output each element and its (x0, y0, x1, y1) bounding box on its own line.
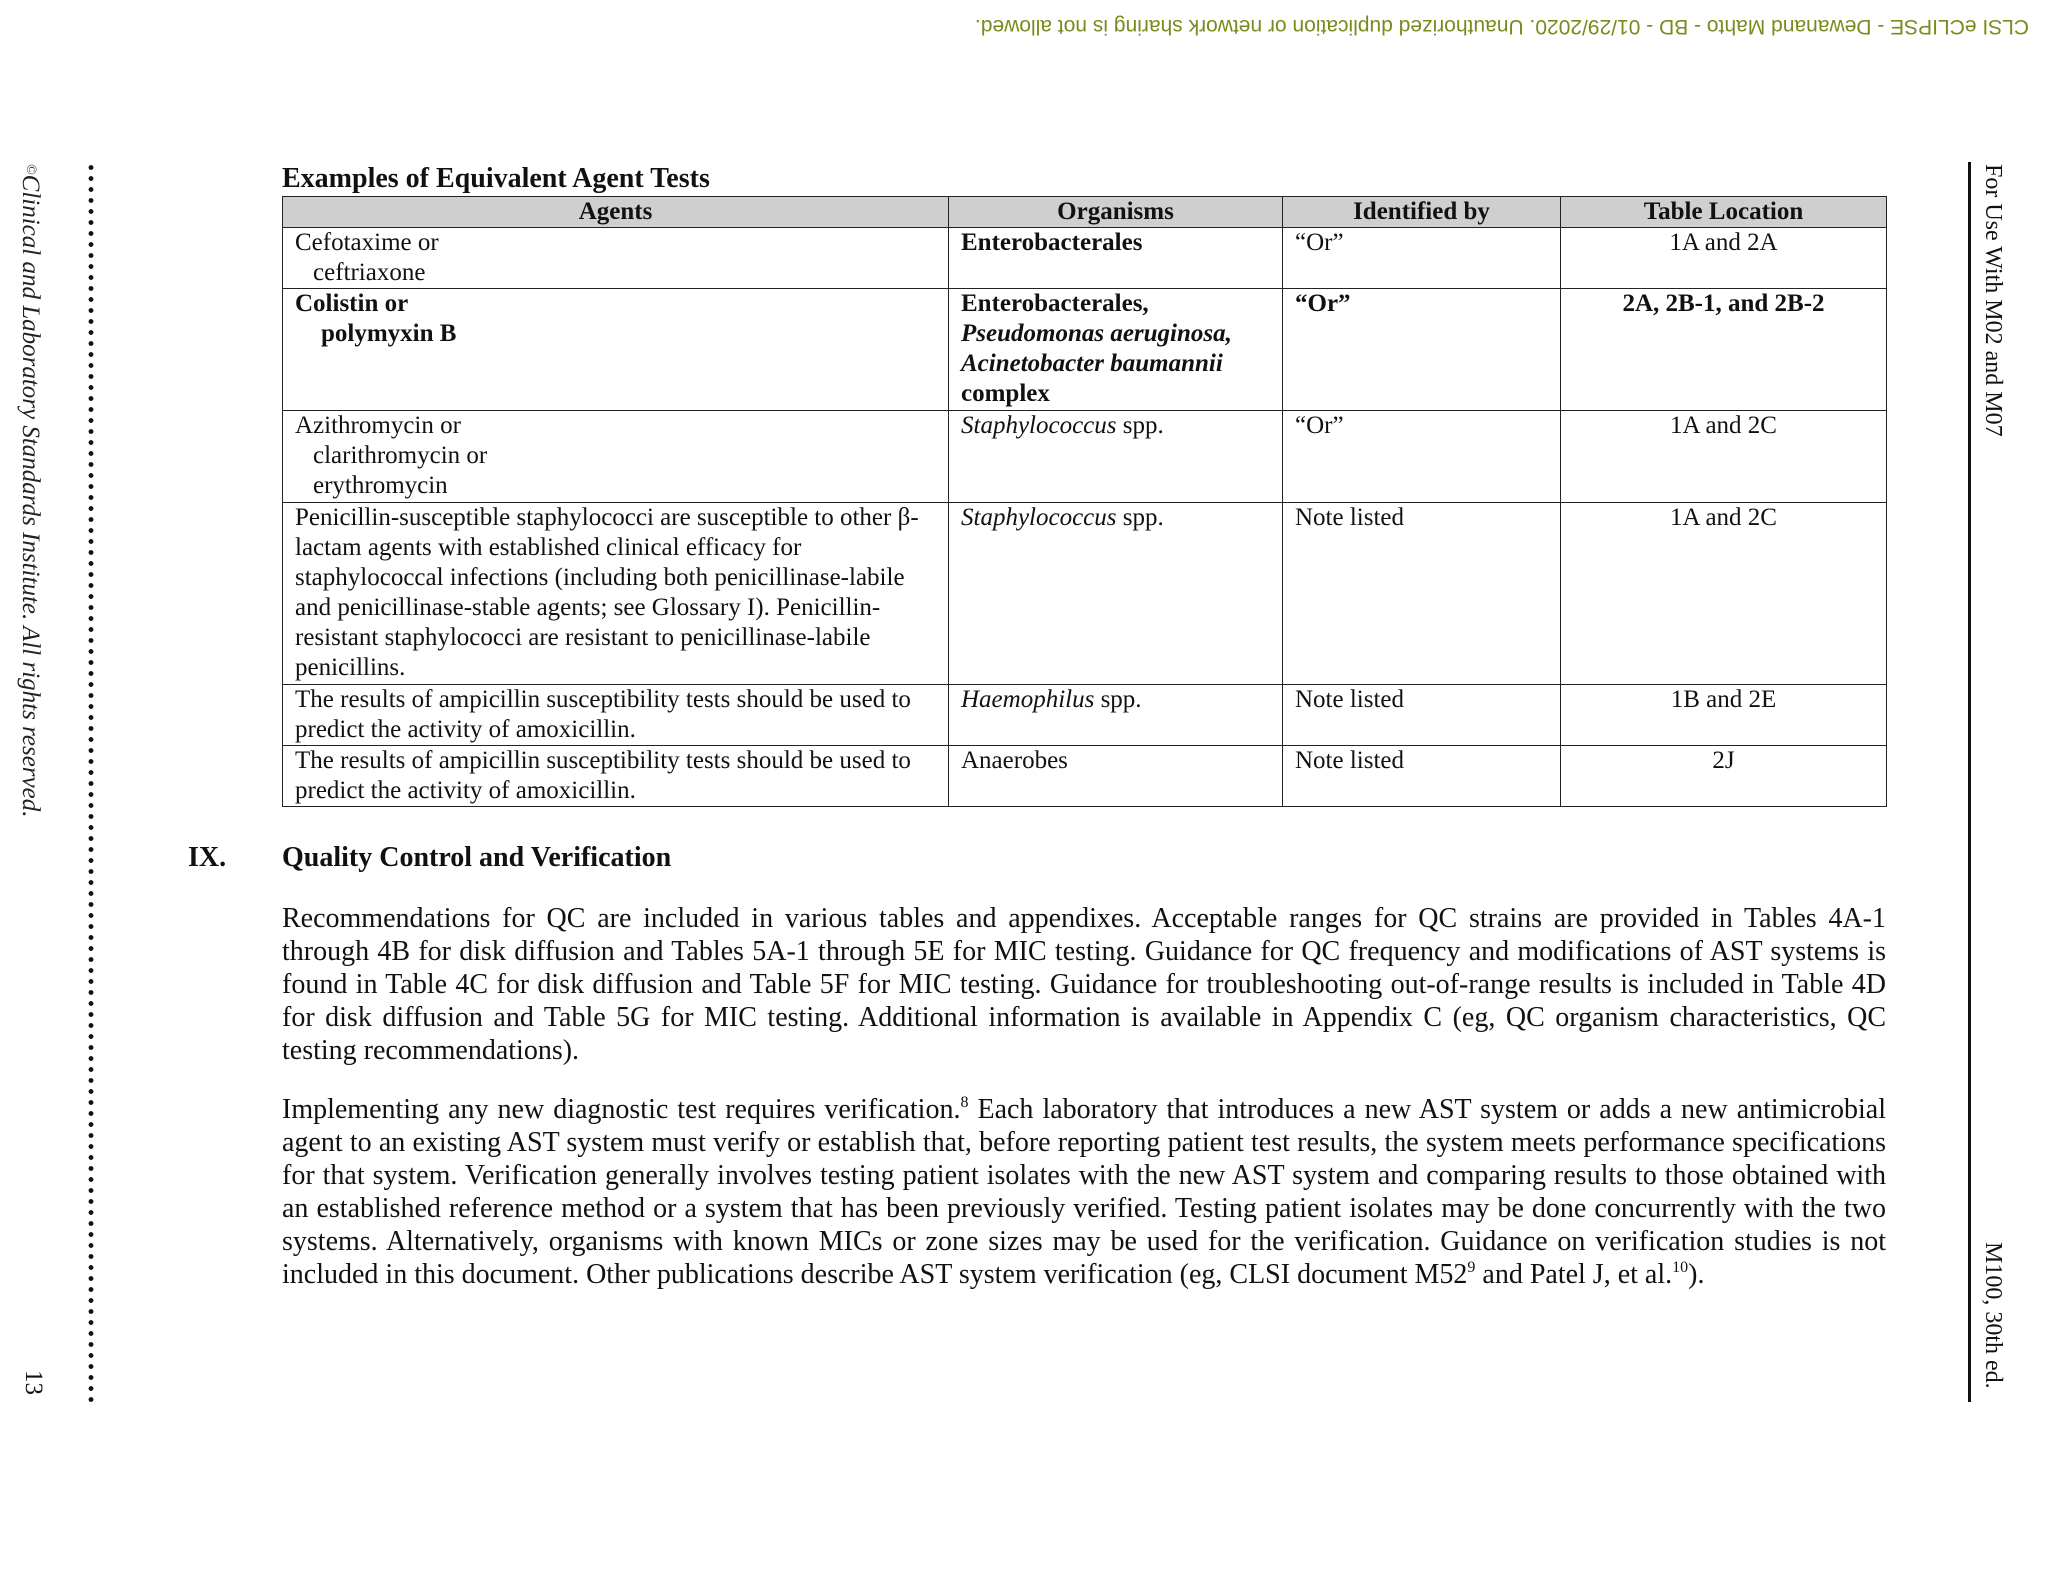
organism-suffix: spp. (1116, 504, 1164, 531)
identified-by-cell: “Or” (1283, 289, 1561, 411)
agents-cell (283, 289, 949, 411)
organism-line: Acinetobacter baumannii (961, 350, 1223, 377)
verification-paragraph (282, 1093, 1886, 1291)
table-title: Examples of Equivalent Agent Tests (282, 163, 710, 194)
agent-line: erythromycin (313, 472, 448, 499)
copyright-credit-text: Clinical and Laboratory Standards Institute. All rights reserved. (17, 174, 44, 818)
verification-text: Implementing any new diagnostic test requires verification. (282, 1094, 961, 1125)
table-row (283, 289, 1887, 411)
identified-by-cell: Note listed (1283, 685, 1561, 746)
table-row (283, 228, 1887, 289)
qc-paragraph: Recommendations for QC are included in various tables and appendixes. Acceptable ranges for QC strains are provided in Tables 4A-1 through 4B for disk diffusion and Tables 5A-1 through 5E for MIC testing. Guidance for QC frequency and modifications of AST systems is found in Table 4C for disk diffusion and Table 5F for MIC testing. Guidance for troubleshooting out-of-range results is included in Table 4D for disk diffusion and Table 5G for MIC testing. Additional information is available in Appendix C (eg, QC organism characteristics, QC testing recommendations). (282, 903, 1886, 1066)
reference-marker: 8 (960, 1094, 969, 1111)
agents-cell (283, 411, 949, 503)
organisms-cell (949, 503, 1283, 685)
agent-line: clarithromycin or (313, 442, 488, 469)
organisms-cell (949, 289, 1283, 411)
organisms-cell: Anaerobes (949, 746, 1283, 807)
equivalent-agent-table-block (282, 162, 1886, 807)
table-location-cell: 1A and 2A (1561, 228, 1887, 289)
organism-suffix: spp. (1116, 412, 1164, 439)
table-location-cell: 2A, 2B-1, and 2B-2 (1561, 289, 1887, 411)
organism-line: Enterobacterales, (961, 290, 1149, 317)
organism-suffix: spp. (1094, 686, 1142, 713)
column-header-table-location: Table Location (1561, 197, 1887, 228)
table-header-row (283, 197, 1887, 228)
column-header-organisms: Organisms (949, 197, 1283, 228)
identified-by-cell: “Or” (1283, 411, 1561, 503)
document-edition: M100, 30th ed. (1980, 1242, 2006, 1389)
section-number: IX. (188, 842, 227, 873)
organism-genus: Staphylococcus (961, 504, 1117, 531)
document-scope: For Use With M02 and M07 (1980, 164, 2006, 437)
organism-genus: Haemophilus (961, 686, 1095, 713)
agent-line: Colistin or (295, 290, 409, 317)
agents-cell: The results of ampicillin susceptibility tests should be used to predict the activity of amoxicillin. (283, 746, 949, 807)
table-row (283, 685, 1887, 746)
table-row (283, 746, 1887, 807)
agent-line: ceftriaxone (313, 259, 426, 286)
verification-text: ). (1688, 1259, 1705, 1290)
organisms-cell: Enterobacterales (949, 228, 1283, 289)
organism-genus: Staphylococcus (961, 412, 1117, 439)
identified-by-cell: “Or” (1283, 228, 1561, 289)
table-location-cell: 1A and 2C (1561, 411, 1887, 503)
table-location-cell: 1B and 2E (1561, 685, 1887, 746)
column-header-agents: Agents (283, 197, 949, 228)
reference-marker: 10 (1672, 1259, 1689, 1276)
equivalent-agent-table (282, 196, 1887, 807)
agents-cell (283, 228, 949, 289)
column-header-identified-by: Identified by (1283, 197, 1561, 228)
section-title: Quality Control and Verification (282, 842, 672, 873)
right-margin-rule (1968, 162, 1971, 1402)
copyright-credit (15, 164, 45, 817)
verification-text: and Patel J, et al. (1475, 1259, 1673, 1290)
table-row (283, 503, 1887, 685)
identified-by-cell: Note listed (1283, 746, 1561, 807)
agent-line: Azithromycin or (295, 412, 461, 439)
watermark-text: CLSI eCLIPSE - Dewanand Mahto - BD - 01/29/2020. Unauthorized duplication or network sharing is not allowed. (974, 15, 2030, 38)
section-quality-control (188, 840, 1886, 1291)
page-number: 13 (20, 1370, 47, 1395)
table-location-cell: 2J (1561, 746, 1887, 807)
table-location-cell: 1A and 2C (1561, 503, 1887, 685)
dotted-margin-line (88, 162, 94, 1402)
agents-cell: Penicillin-susceptible staphylococci are susceptible to other β-lactam agents with established clinical efficacy for staphylococcal infections (including both penicillinase-labile and penicillinase-stable agents; see Glossary I). Penicillin-resistant staphylococci are resistant to penicillinase-labile penicillins. (283, 503, 949, 685)
organism-line: complex (961, 380, 1050, 407)
agent-line: polymyxin B (321, 320, 457, 347)
organisms-cell (949, 685, 1283, 746)
copyright-symbol: © (23, 164, 38, 175)
agent-line: Cefotaxime or (295, 229, 439, 256)
reference-marker: 9 (1467, 1259, 1476, 1276)
table-row (283, 411, 1887, 503)
verification-text: Each laboratory that introduces a new AST system or adds a new antimicrobial agent to an existing AST system must verify or establish that, before reporting patient test results, the system meets performance specifications for that system. Verification generally involves testing patient isolates with the new AST system and comparing results to those obtained with an established reference method or a system that has been previously verified. Testing patient isolates may be done concurrently with the two systems. Alternatively, organisms with known MICs or zone sizes may be used for the verification. Guidance on verification studies is not included in this document. Other publications describe AST system verification (eg, CLSI document M52 (282, 1094, 1886, 1290)
agents-cell: The results of ampicillin susceptibility tests should be used to predict the activity of amoxicillin. (283, 685, 949, 746)
section-heading (188, 840, 1886, 876)
organism-line: Pseudomonas aeruginosa, (961, 320, 1232, 347)
identified-by-cell: Note listed (1283, 503, 1561, 685)
organisms-cell (949, 411, 1283, 503)
